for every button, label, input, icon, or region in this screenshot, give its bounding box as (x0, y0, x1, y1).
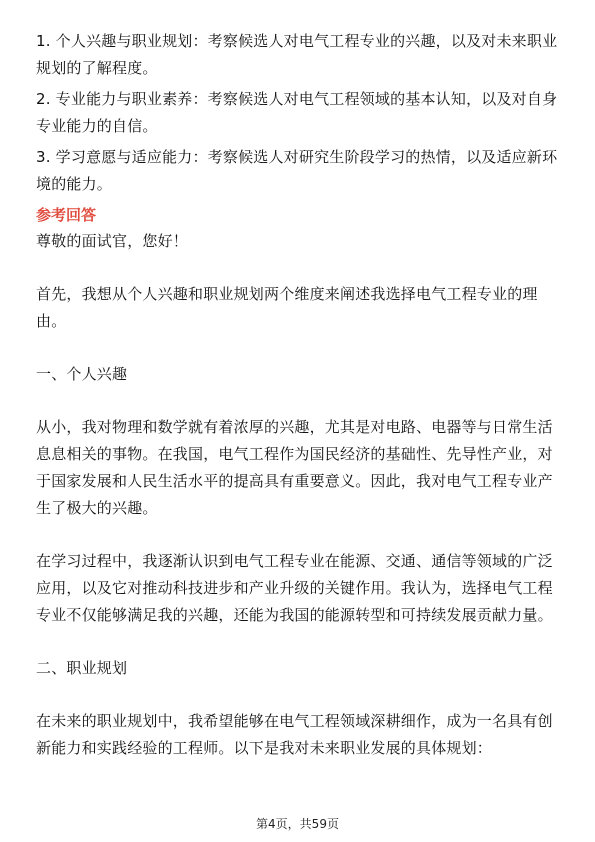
spacer (36, 629, 563, 655)
spacer (36, 388, 563, 414)
criteria-item-2: 2. 专业能力与职业素养：考察候选人对电气工程领域的基本认知，以及对自身专业能力的自信。 (36, 90, 558, 135)
reference-answer-heading: 参考回答 (36, 206, 97, 224)
spacer (36, 522, 563, 548)
answer-intro: 首先，我想从个人兴趣和职业规划两个维度来阐述我选择电气工程专业的理由。 (36, 285, 538, 330)
answer-greeting: 尊敬的面试官，您好！ (36, 232, 189, 250)
paragraph-interest-2: 在学习过程中，我逐渐认识到电气工程专业在能源、交通、通信等领域的广泛应用，以及它对推动科技进步和产业升级的关键作用。我认为，选择电气工程专业不仅能够满足我的兴趣，还能为我国的能源转型和可持续发展贡献力量。 (36, 552, 553, 624)
spacer (36, 255, 563, 281)
criteria-item-1: 1. 个人兴趣与职业规划：考察候选人对电气工程专业的兴趣，以及对未来职业规划的了解程度。 (36, 32, 558, 77)
criteria-item-3: 3. 学习意愿与适应能力：考察候选人对研究生阶段学习的热情，以及适应新环境的能力。 (36, 148, 558, 193)
section-heading-interest: 一、个人兴趣 (36, 365, 128, 383)
page-number: 第4页，共59页 (256, 817, 339, 831)
section-heading-career: 二、职业规划 (36, 659, 128, 677)
spacer (36, 682, 563, 708)
document-page (36, 28, 563, 762)
paragraph-interest-1: 从小，我对物理和数学就有着浓厚的兴趣，尤其是对电路、电器等与日常生活息息相关的事物。在我国，电气工程作为国民经济的基础性、先导性产业，对于国家发展和人民生活水平的提高具有重要意义。因此，我对电气工程专业产生了极大的兴趣。 (36, 418, 553, 517)
spacer (36, 335, 563, 361)
paragraph-career-1: 在未来的职业规划中，我希望能够在电气工程领域深耕细作，成为一名具有创新能力和实践经验的工程师。以下是我对未来职业发展的具体规划： (36, 712, 553, 757)
